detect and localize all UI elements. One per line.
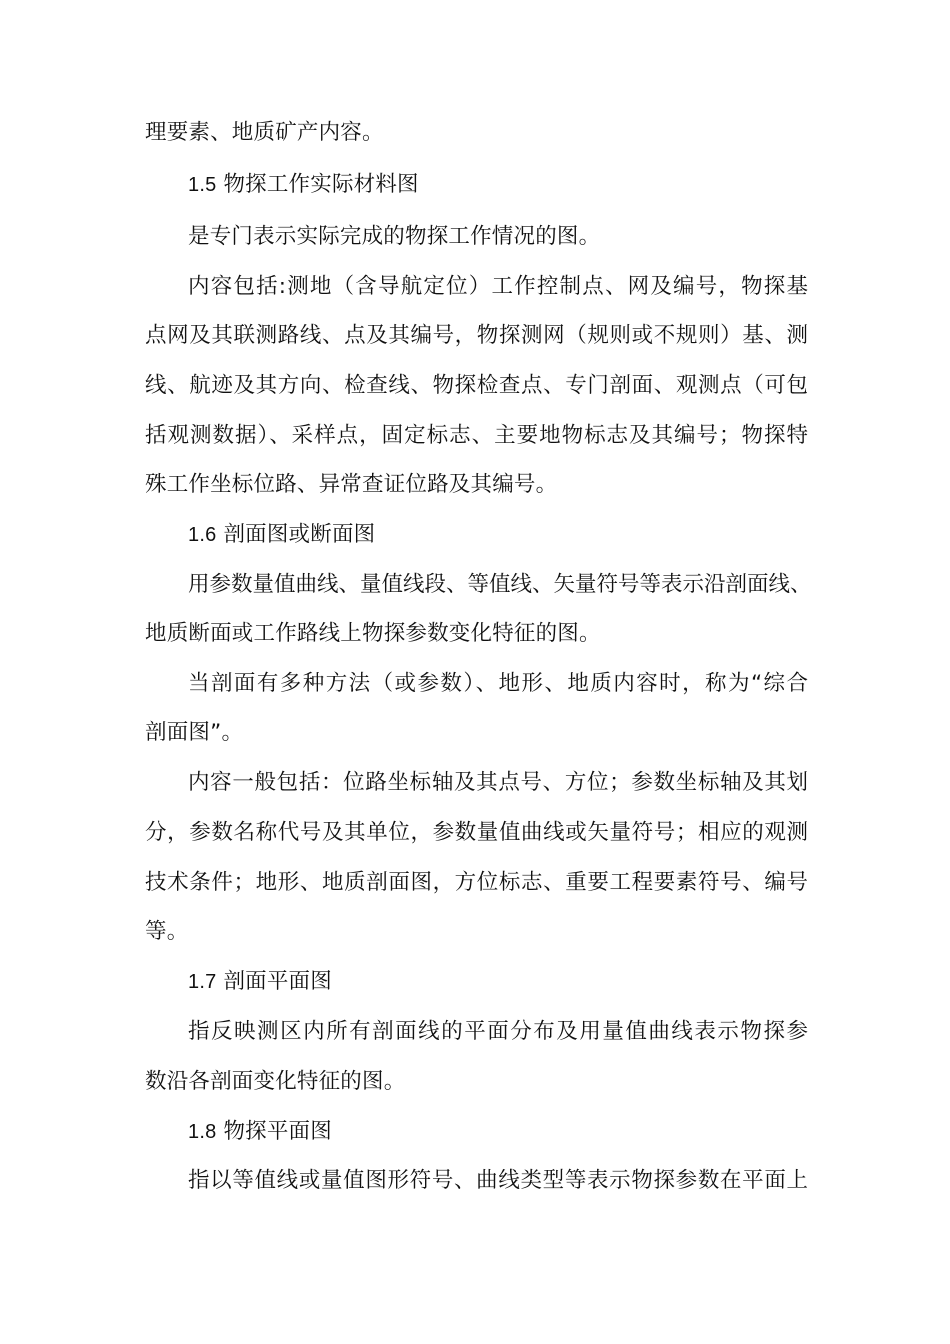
section-heading-1-8 — [188, 1117, 332, 1147]
paragraph-line: 等。 — [145, 919, 189, 944]
paragraph-line: 分，参数名称代号及其单位，参数量值曲线或矢量符号；相应的观测 — [145, 820, 808, 845]
paragraph-line: 用参数量值曲线、量值线段、等值线、矢量符号等表示沿剖面线、 — [188, 572, 812, 597]
section-title: 物探工作实际材料图 — [223, 172, 419, 197]
section-heading-1-7 — [188, 967, 332, 997]
paragraph-line: 地质断面或工作路线上物探参数变化特征的图。 — [145, 621, 601, 646]
section-number: 1.7 — [188, 971, 217, 993]
section-number: 1.8 — [188, 1121, 217, 1143]
section-heading-1-5 — [188, 170, 419, 200]
paragraph-line: 指以等值线或量值图形符号、曲线类型等表示物探参数在平面上 — [188, 1168, 808, 1193]
paragraph-line: 技术条件；地形、地质剖面图，方位标志、重要工程要素符号、编号 — [145, 870, 808, 895]
paragraph-line: 是专门表示实际完成的物探工作情况的图。 — [188, 224, 601, 249]
paragraph-line: 内容一般包括：位路坐标轴及其点号、方位；参数坐标轴及其划 — [188, 770, 808, 795]
section-title: 剖面平面图 — [223, 969, 332, 994]
paragraph-line: 线、航迹及其方向、检查线、物探检查点、专门剖面、观测点（可包 — [145, 373, 808, 398]
section-heading-1-6 — [188, 520, 375, 550]
paragraph-line: 内容包括:测地（含导航定位）工作控制点、网及编号，物探基 — [188, 274, 808, 299]
paragraph-line: 剖面图”。 — [145, 720, 244, 745]
paragraph-line: 点网及其联测路线、点及其编号，物探测网（规则或不规则）基、测 — [145, 323, 808, 348]
paragraph-line: 数沿各剖面变化特征的图。 — [145, 1069, 406, 1094]
section-title: 剖面图或断面图 — [223, 522, 376, 547]
paragraph-line: 括观测数据）、采样点，固定标志、主要地物标志及其编号；物探特 — [145, 423, 808, 448]
paragraph-line: 当剖面有多种方法（或参数）、地形、地质内容时，称为“综合 — [188, 671, 808, 696]
section-number: 1.6 — [188, 524, 217, 546]
section-number: 1.5 — [188, 174, 217, 196]
paragraph-line: 指反映测区内所有剖面线的平面分布及用量值曲线表示物探参 — [188, 1019, 808, 1044]
paragraph-line: 殊工作坐标位路、异常查证位路及其编号。 — [145, 472, 558, 497]
paragraph-line: 理要素、地质矿产内容。 — [145, 120, 384, 145]
section-title: 物探平面图 — [223, 1119, 332, 1144]
